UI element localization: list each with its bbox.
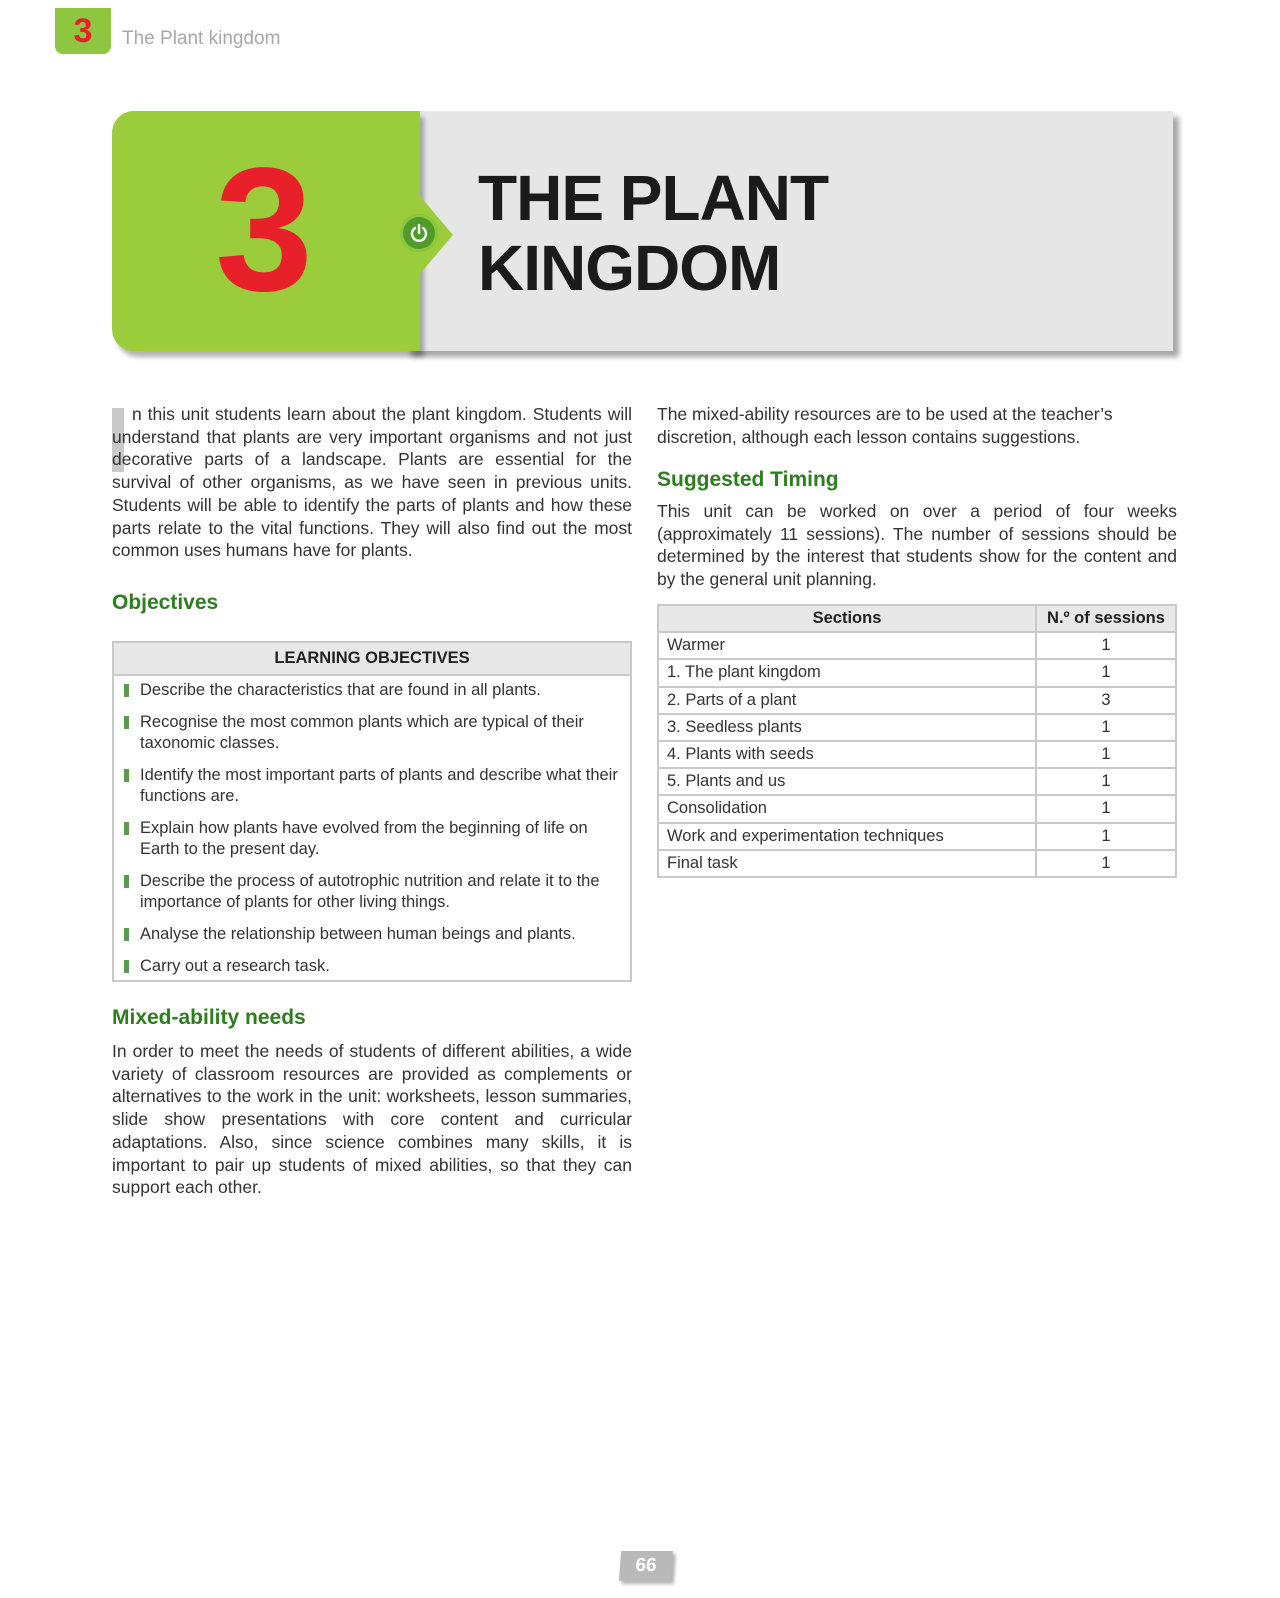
table-row [658,850,1176,877]
timing-heading: Suggested Timing [657,468,839,491]
sessions-cell: 1 [1036,632,1176,659]
resources-paragraph: The mixed-ability resources are to be used at the teacher’s discretion, although each lesson contains suggestions. [657,404,1113,447]
objective-item: Explain how plants have evolved from the beginning of life on Earth to the present day. [124,818,618,860]
sessions-cell: 3 [1036,687,1176,714]
power-icon [400,214,438,252]
sessions-table [657,604,1177,878]
section-cell: 2. Parts of a plant [658,687,1036,714]
section-cell: Final task [658,850,1036,877]
table-row [658,659,1176,686]
sessions-cell: 1 [1036,795,1176,822]
objective-item: Carry out a research task. [124,956,618,977]
sessions-cell: 1 [1036,741,1176,768]
objective-item: Describe the characteristics that are found in all plants. [124,680,618,701]
section-cell: 4. Plants with seeds [658,741,1036,768]
table-row [658,823,1176,850]
timing-paragraph: This unit can be worked on over a period of four weeks (approximately 11 sessions). The number of sessions should be determined by the interest that students show for the content and by the general unit planning. [657,501,1177,590]
running-chapter-title: The Plant kingdom [122,28,281,49]
mixed-ability-heading: Mixed-ability needs [112,1006,306,1029]
sections-column-header: Sections [658,605,1036,632]
objective-item: Describe the process of autotrophic nutrition and relate it to the importance of plants for other living things. [124,871,618,913]
table-header-row [658,605,1176,632]
section-cell: Warmer [658,632,1036,659]
table-row [658,741,1176,768]
intro-paragraph: n this unit students learn about the plant kingdom. Students will understand that plants are very important organisms and not just decorative parts of a landscape. Plants are essential for the survival of other organisms, as we have seen in previous units. Students will be able to identify the parts of plants and how these parts relate to the vital functions. They will also find out the most common uses humans have for plants. [112,404,632,561]
sessions-cell: 1 [1036,823,1176,850]
section-cell: 5. Plants and us [658,768,1036,795]
table-row [658,687,1176,714]
objective-item: Analyse the relationship between human beings and plants. [124,924,618,945]
learning-objectives-title: LEARNING OBJECTIVES [114,643,630,676]
learning-objectives-box [112,641,632,982]
table-row [658,768,1176,795]
learning-objectives-list [114,676,630,977]
running-chapter-number: 3 [55,8,111,54]
page-number: 66 [619,1551,673,1581]
table-row [658,795,1176,822]
objective-item: Recognise the most common plants which are typical of their taxonomic classes. [124,712,618,754]
sessions-cell: 1 [1036,659,1176,686]
chapter-title-line1: THE PLANT [478,162,829,234]
mixed-ability-paragraph: In order to meet the needs of students of different abilities, a wide variety of classroom resources are provided as complements or alternatives to the work in the unit: worksheets, lesson summaries, slide show presentations with core content and curricular adaptations. Also, since science combines many skills, it is important to pair up students of mixed abilities, so that they can support each other. [112,1041,632,1198]
section-cell: Work and experimentation techniques [658,823,1036,850]
chapter-number: 3 [215,132,313,328]
chapter-title-line2: KINGDOM [478,232,781,304]
section-cell: 3. Seedless plants [658,714,1036,741]
sessions-cell: 1 [1036,850,1176,877]
sessions-cell: 1 [1036,714,1176,741]
sessions-cell: 1 [1036,768,1176,795]
section-cell: 1. The plant kingdom [658,659,1036,686]
chapter-title [478,163,1038,303]
table-row [658,632,1176,659]
objective-item: Identify the most important parts of plants and describe what their functions are. [124,765,618,807]
table-row [658,714,1176,741]
objectives-heading: Objectives [112,591,219,614]
section-cell: Consolidation [658,795,1036,822]
sessions-column-header: N.º of sessions [1036,605,1176,632]
